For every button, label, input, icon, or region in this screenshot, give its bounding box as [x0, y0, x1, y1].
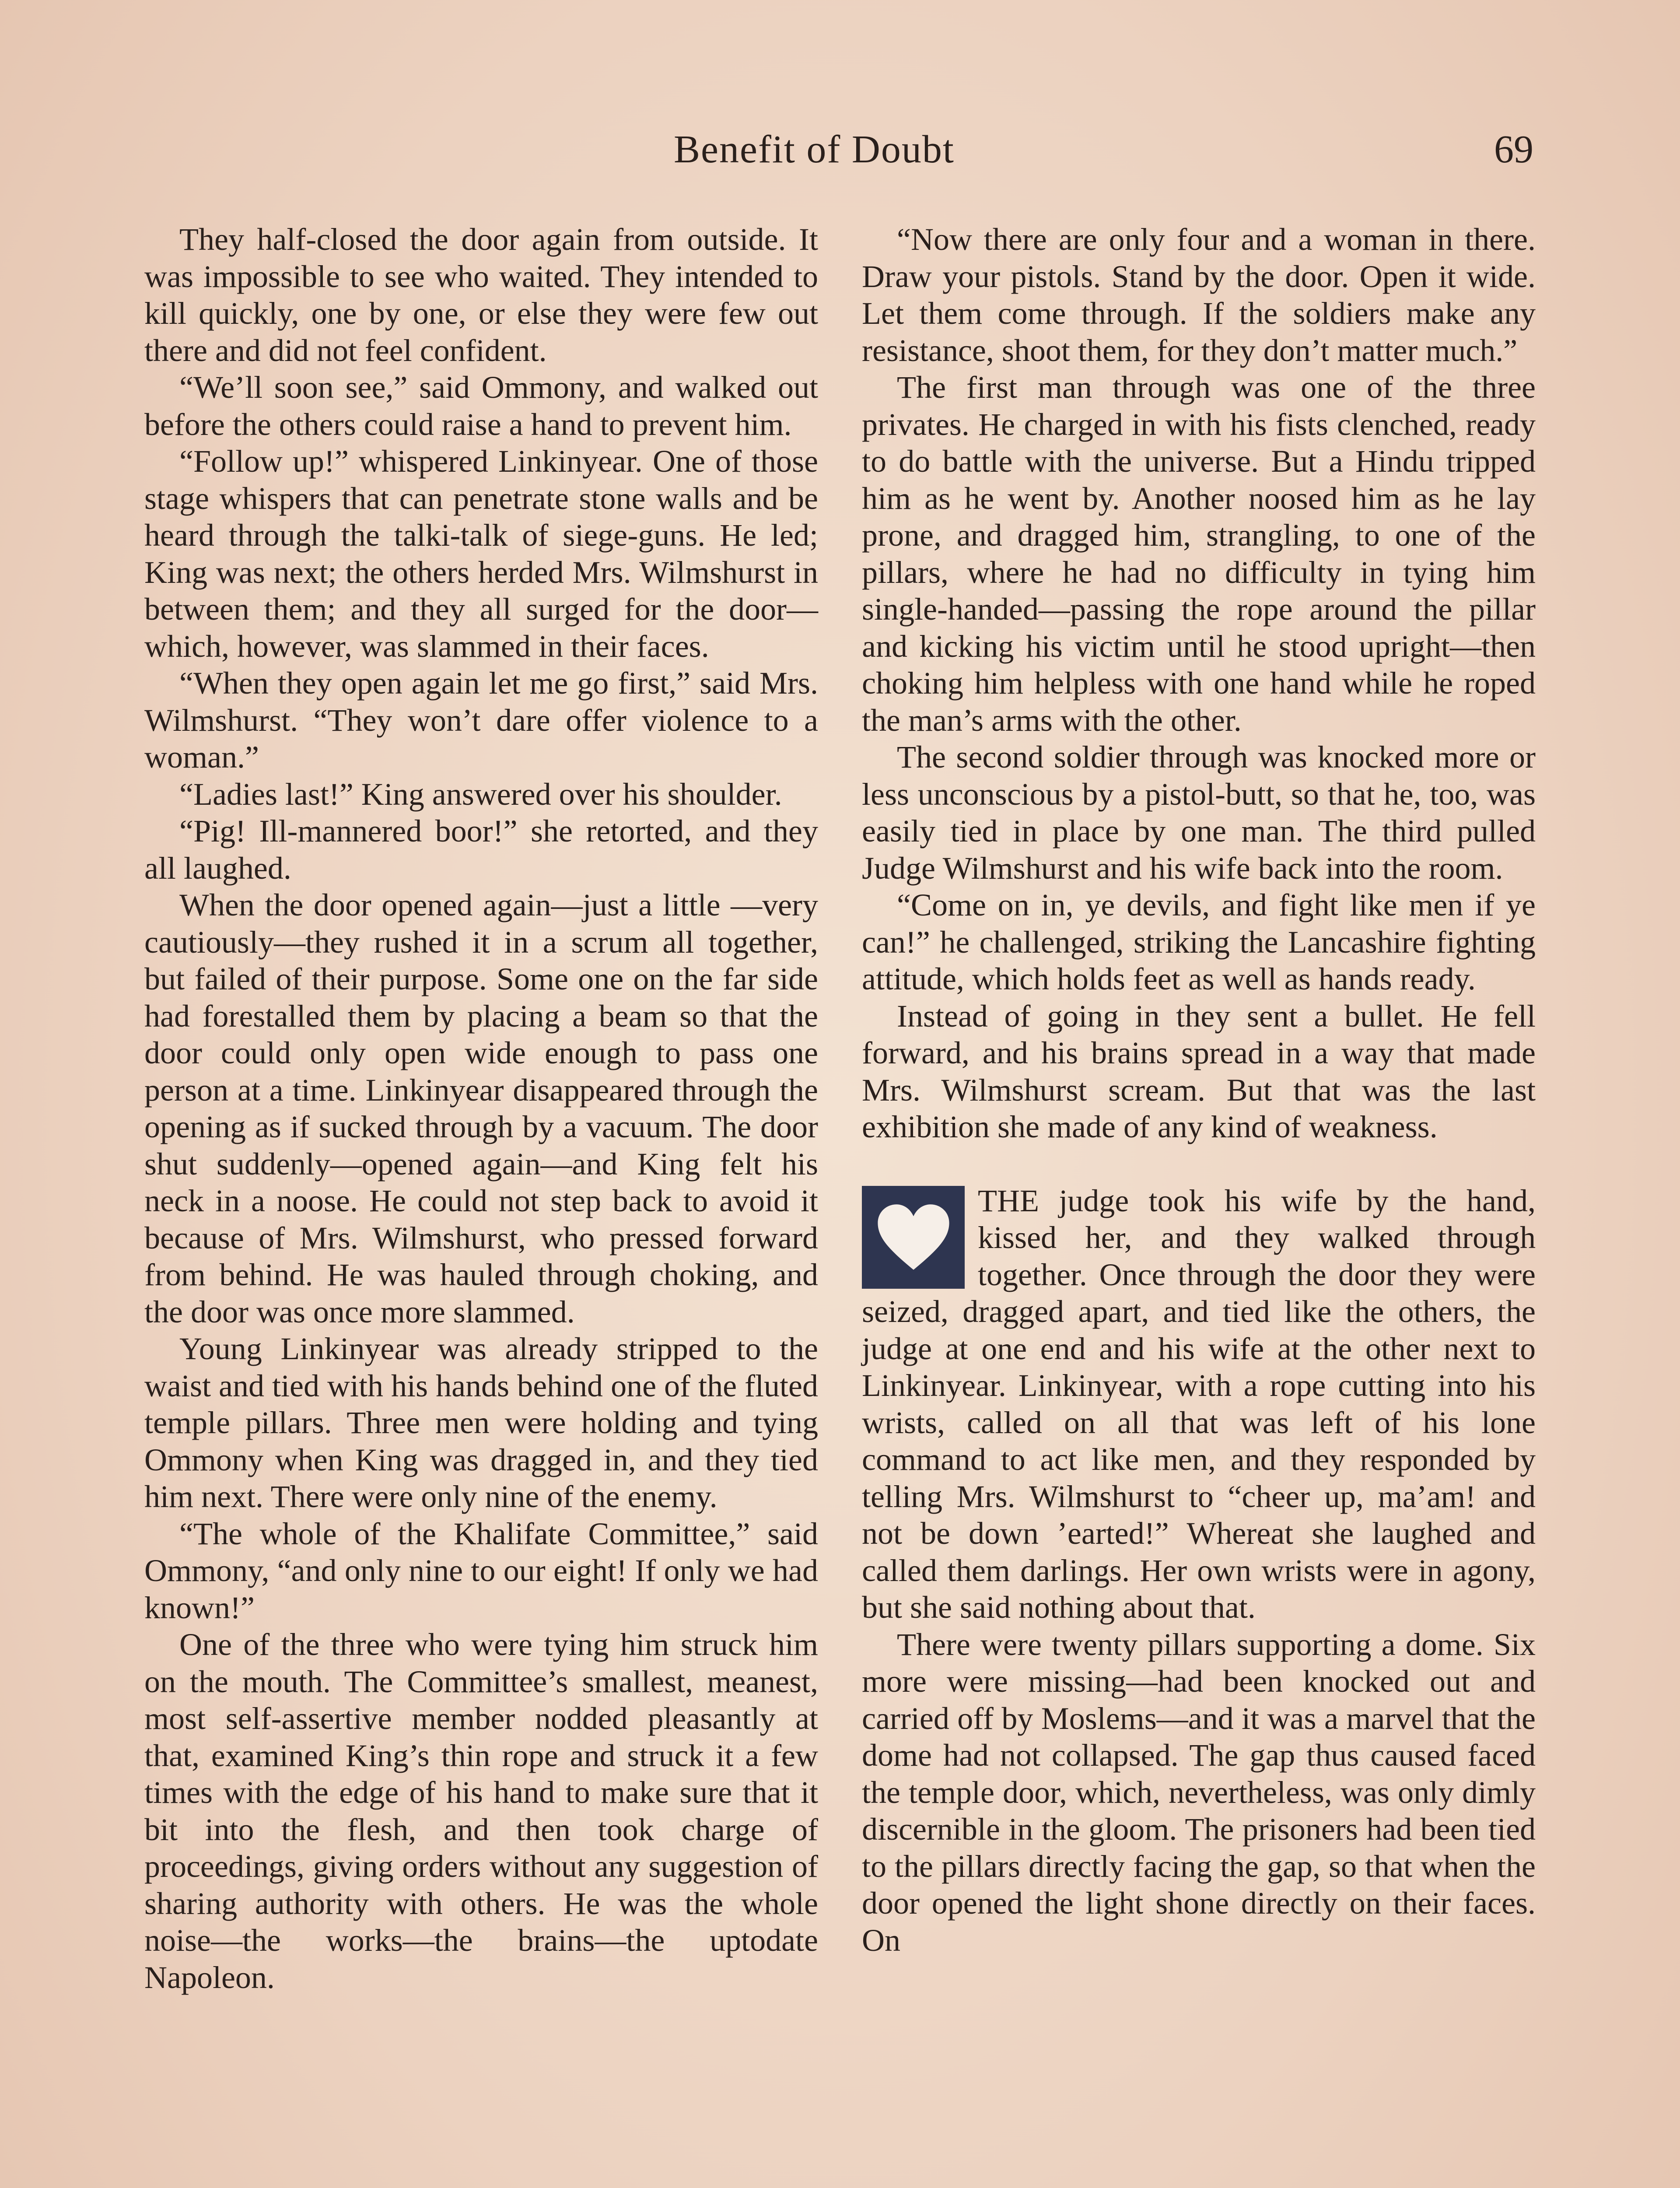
- section-first-text: THE judge took his wife by the hand, kissed her, and they walked through together. Once through the door they were seized, dragged apart, and tied like the others, the judge at one end and his wife at the other next to Linkinyear. Linkinyear, with a rope cutting into his wrists, called on all that was left of his lone command to act like men, and they responded by telling Mrs. Wilmshurst to “cheer up, ma’am! and not be down ’earted!” Whereat she laughed and called them darlings. Her own wrists were in agony, but she said nothing about that.: [862, 1183, 1536, 1625]
- page-header: [0, 127, 1680, 188]
- paragraph: “Pig! Ill-mannered boor!” she retorted, and they all laughed.: [144, 813, 818, 886]
- paragraph: The second soldier through was knocked more or less unconscious by a pistol-butt, so that he, too, was easily tied in place by one man. The third pulled Judge Wilmshurst and his wife back into the room.: [862, 740, 1536, 886]
- paragraph: They half-closed the door again from outside. It was impossible to see who waited. They intended to kill quickly, one by one, or else they were few out there and did not feel confident.: [144, 222, 818, 368]
- paragraph: “Now there are only four and a woman in there. Draw your pistols. Stand by the door. Open it wide. Let them come through. If the soldiers make any resistance, shoot them, for they don’t matter much.”: [862, 222, 1536, 368]
- paragraph: When the door opened again—just a little —very cautiously—they rushed it in a scrum all together, but failed of their purpose. Some one on the far side had forestalled them by placing a beam so that the door could only open wide enough to pass one person at a time. Linkinyear disappeared through the opening as if sucked through by a vacuum. The door shut suddenly—opened again—and King felt his neck in a noose. He could not step back to avoid it because of Mrs. Wilmshurst, who pressed forward from behind. He was hauled through choking, and the door was once more slammed.: [144, 887, 818, 1329]
- paragraph: There were twenty pillars supporting a dome. Six more were missing—had been knocked out and carried off by Moslems—and it was a marvel that the dome had not collapsed. The gap thus caused faced the temple door, which, nevertheless, was only dimly discernible in the gloom. The prisoners had been tied to the pillars directly facing the gap, so that when the door opened the light shone directly on their faces. On: [862, 1627, 1536, 1958]
- paragraph: “Follow up!” whispered Linkinyear. One of those stage whispers that can penetrate stone walls and be heard through the talki-talk of siege-guns. He led; King was next; the others herded Mrs. Wilmshurst in between them; and they all surged for the door—which, however, was slammed in their faces.: [144, 444, 818, 664]
- paragraph: Instead of going in they sent a bullet. He fell forward, and his brains spread in a way that made Mrs. Wilmshurst scream. But that was the last exhibition she made of any kind of weakness.: [862, 998, 1536, 1144]
- section-first-paragraph: [862, 1182, 1536, 1626]
- paragraph: Young Linkinyear was already stripped to the waist and tied with his hands behind one of the fluted temple pillars. Three men were holding and tying Ommony when King was dragged in, and they tied him next. There were only nine of the enemy.: [144, 1331, 818, 1514]
- paragraph: “When they open again let me go first,” said Mrs. Wilmshurst. “They won’t dare offer violence to a woman.”: [144, 666, 818, 775]
- paragraph: The first man through was one of the three privates. He charged in with his fists clenched, ready to do battle with the universe. But a Hindu tripped him as he went by. Another noosed him as he lay prone, and dragged him, strangling, to one of the pillars, where he had no difficulty in tying him single-handed—passing the rope around the pillar and kicking his victim until he stood upright—then choking him helpless with one hand while he roped the man’s arms with the other.: [862, 370, 1536, 738]
- left-column: [144, 221, 818, 1996]
- page-number: 69: [1494, 128, 1533, 171]
- paragraph: “The whole of the Khalifate Committee,” said Ommony, “and only nine to our eight! If only we had known!”: [144, 1516, 818, 1625]
- paragraph: One of the three who were tying him struck him on the mouth. The Committee’s smallest, meanest, most self-assertive member nodded pleasantly at that, examined King’s thin rope and struck it a few times with the edge of his hand to make sure that it bit into the flesh, and then took charge of proceedings, giving orders without any suggestion of sharing authority with others. He was the whole noise—the works—the brains—the uptodate Napoleon.: [144, 1627, 818, 1995]
- heart-icon: [862, 1186, 965, 1289]
- running-title: Benefit of Doubt: [674, 128, 955, 171]
- right-column: [862, 221, 1536, 1959]
- paragraph: “Come on in, ye devils, and fight like men if ye can!” he challenged, striking the Lancashire fighting attitude, which holds feet as well as hands ready.: [862, 887, 1536, 996]
- paragraph: “We’ll soon see,” said Ommony, and walked out before the others could raise a hand to prevent him.: [144, 370, 818, 442]
- paragraph: “Ladies last!” King answered over his shoulder.: [179, 776, 782, 812]
